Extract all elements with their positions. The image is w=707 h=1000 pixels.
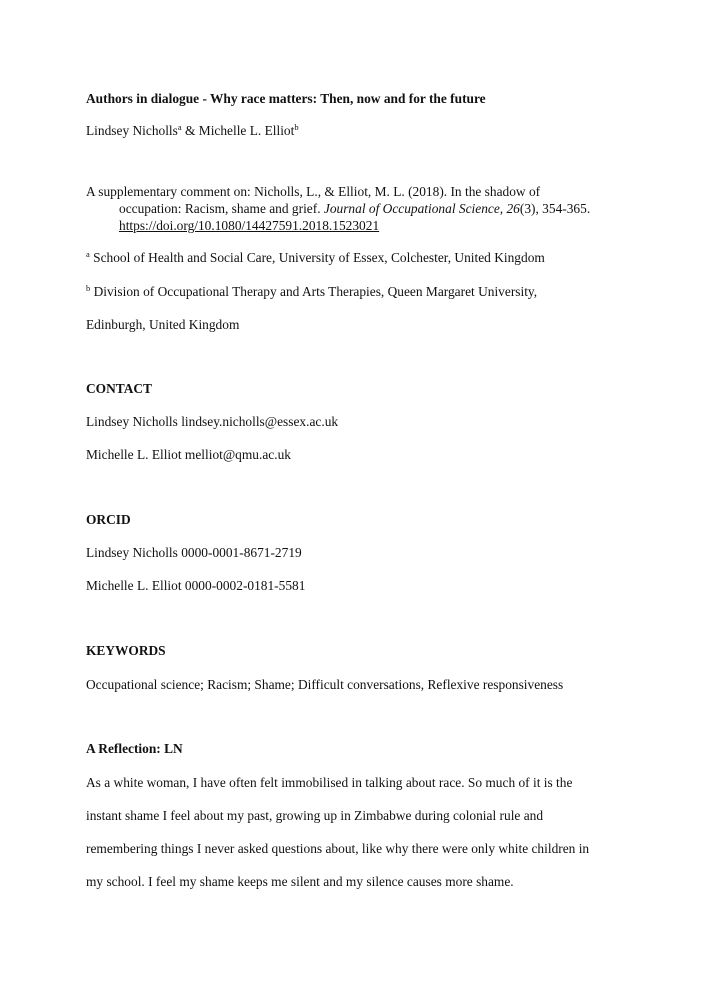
doi-link[interactable]: https://doi.org/10.1080/14427591.2018.1523021 — [119, 218, 380, 233]
affiliation-b — [86, 284, 537, 300]
orcid-entry: Michelle L. Elliot 0000-0002-0181-5581 — [86, 578, 306, 593]
reflection-heading: A Reflection: LN — [86, 741, 183, 756]
orcid-heading: ORCID — [86, 512, 131, 527]
reflection-line: As a white woman, I have often felt immobilised in talking about race. So much of it is the — [86, 775, 573, 790]
author-2-affil-mark: b — [294, 122, 299, 132]
contact-entry: Lindsey Nicholls lindsey.nicholls@essex.ac.uk — [86, 414, 339, 429]
affiliation-a — [86, 250, 545, 266]
affiliation-a-text: School of Health and Social Care, University of Essex, Colchester, United Kingdom — [89, 250, 545, 265]
orcid-entry: Lindsey Nicholls 0000-0001-8671-2719 — [86, 545, 302, 560]
author-1-affil-mark: a — [177, 122, 182, 132]
contact-entry: Michelle L. Elliot melliot@qmu.ac.uk — [86, 447, 291, 462]
affiliation-b-mark: b — [86, 283, 91, 293]
citation-issue-pages: (3), 354-365. — [519, 201, 591, 216]
affiliation-b-text: Division of Occupational Therapy and Arts Therapies, Queen Margaret University, — [90, 284, 538, 299]
contact-heading: CONTACT — [86, 381, 152, 396]
paper-title: Authors in dialogue - Why race matters: Then, now and for the future — [86, 91, 486, 106]
affiliation-b-continuation: Edinburgh, United Kingdom — [86, 317, 240, 332]
citation-line-1: A supplementary comment on: Nicholls, L., & Elliot, M. L. (2018). In the shadow of — [86, 184, 541, 199]
author-1: Lindsey Nicholls — [86, 123, 178, 138]
citation-line-2 — [119, 201, 590, 217]
reflection-line: instant shame I feel about my past, growing up in Zimbabwe during colonial rule and — [86, 808, 544, 823]
affiliation-a-mark: a — [86, 249, 90, 259]
author-2: Michelle L. Elliot — [198, 123, 295, 138]
citation-article-title: occupation: Racism, shame and grief. — [119, 201, 324, 216]
author-line — [86, 123, 299, 139]
reflection-line: remembering things I never asked questions about, like why there were only white children in — [86, 841, 590, 856]
author-separator: & — [181, 123, 199, 138]
citation-line-3 — [119, 218, 379, 234]
citation-journal: Journal of Occupational Science, 26 — [323, 201, 520, 216]
keywords-heading: KEYWORDS — [86, 643, 166, 658]
keywords-text: Occupational science; Racism; Shame; Difficult conversations, Reflexive responsiveness — [86, 677, 564, 692]
reflection-line: my school. I feel my shame keeps me silent and my silence causes more shame. — [86, 874, 514, 889]
